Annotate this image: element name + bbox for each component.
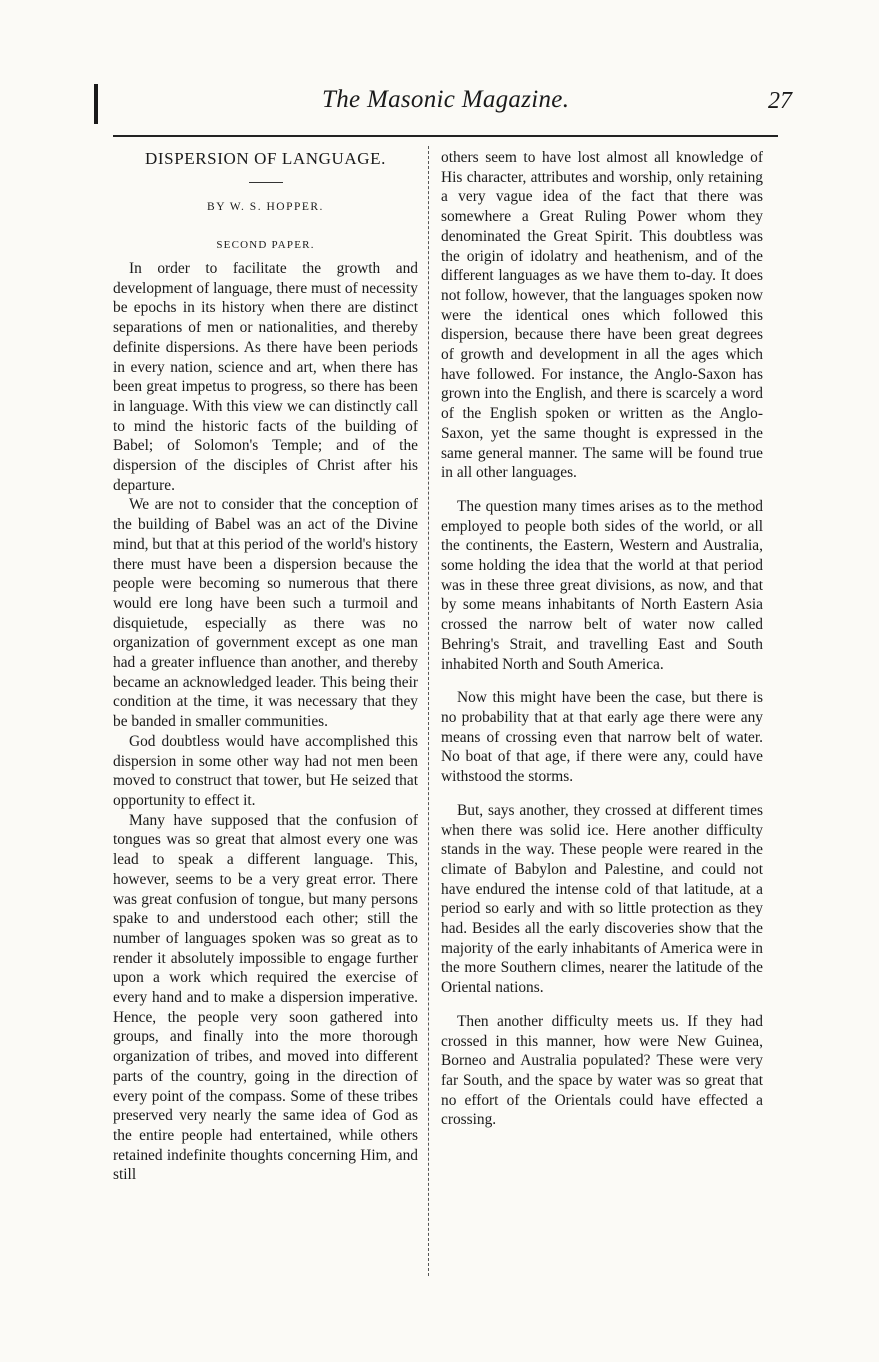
article-subhead: SECOND PAPER. [216,239,315,251]
article-byline: BY W. S. HOPPER. [207,201,324,213]
page-number: 27 [768,88,792,114]
paragraph: Then another difficulty meets us. If they had crossed in this manner, how were New Guinea, Borneo and Australia populated? These were very far South, and the space by water was so great that no effort of the Orientals could have effected a crossing. [441,1012,763,1129]
title-rule [249,182,283,183]
paragraph: Now this might have been the case, but there is no probability that at that early age there were any means of crossing even that narrow belt of water. No boat of that age, if there were any, could have withstood the storms. [441,689,763,786]
left-column [113,148,418,1185]
column-divider [428,146,429,1276]
running-title: The Masonic Magazine. [322,86,570,113]
paragraph: God doubtless would have accomplished this dispersion in some other way had not men been moved to construct that tower, but He seized that opportunity to effect it. [113,732,418,809]
paragraph: But, says another, they crossed at different times when there was solid ice. Here another difficulty stands in the way. These people were reared in the climate of Babylon and Palestine, and could not have endured the intense cold of that latitude, at a period so early and with so little protection as they had. Besides all the early discoveries show that the majority of the early inhabitants of America were in the more Southern climes, nearer the latitude of the Oriental nations. [441,801,763,997]
paragraph: Many have supposed that the confusion of tongues was so great that almost every one was lead to speak a different language. This, however, seems to be a very great error. There was great confusion of tongue, but many persons spake to and understood each other; still the number of languages spoken was so great as to render it absolutely impossible to engage further upon a work which required the exercise of every hand and to make a dispersion imperative. Hence, the people very soon gathered into groups, and finally into the more thorough organization of tribes, and moved into different parts of the country, going in the direction of every point of the compass. Some of these tribes preserved very nearly the same idea of God as the entire people had entertained, while others retained indefinite thoughts concerning Him, and still [113,811,418,1184]
paragraph: We are not to consider that the conception of the building of Babel was an act of the Divine mind, but that at this period of the world's history there must have been a dispersion because the people were becoming so numerous that there would ere long have been such a turmoil and disquietude, especially as there was no organization of government except as one man had a greater influence than another, and thereby became an acknowledged leader. This being their condition at the time, it was necessary that they be banded in smaller communities. [113,496,418,731]
paragraph: In order to facilitate the growth and development of language, there must of necessity be epochs in its history when there are distinct separations of men or nationalities, and thereby definite dispersions. As there have been periods in every nation, science and art, when there has been great impetus to progress, so there has been in language. With this view we can distinctly call to mind the historic facts of the building of Babel; of Solomon's Temple; and of the dispersion of the disciples of Christ after his departure. [113,260,418,494]
paragraph: The question many times arises as to the method employed to people both sides of the world, or all the continents, the Eastern, Western and Australia, some holding the idea that the world at that period was in these three great divisions, as now, and that by some means inhabitants of North Eastern Asia crossed the narrow belt of water now called Behring's Strait, and travelling East and South inhabited North and South America. [441,497,763,673]
header-margin-bar [94,84,98,124]
paragraph-continuation: others seem to have lost almost all knowledge of His character, attributes and worship, only retaining a very vague idea of the fact that there was somewhere a Great Ruling Power whom they denominated the Great Spirit. This doubtless was the origin of idolatry and heathenism, and of the different languages as we have them to-day. It does not follow, however, that the languages spoken now were the identical ones which followed this dispersion, because there have been great degrees of growth and development in all the ages which have followed. For instance, the Anglo-Saxon has grown into the English, and there is scarcely a word of the English spoken or written as the Anglo-Saxon, yet the same thought is expressed in the same general manner. The same will be found true in all other languages. [441,149,763,482]
header-rule [113,135,778,137]
article-title: DISPERSION OF LANGUAGE. [145,149,386,168]
right-column [441,148,763,1130]
